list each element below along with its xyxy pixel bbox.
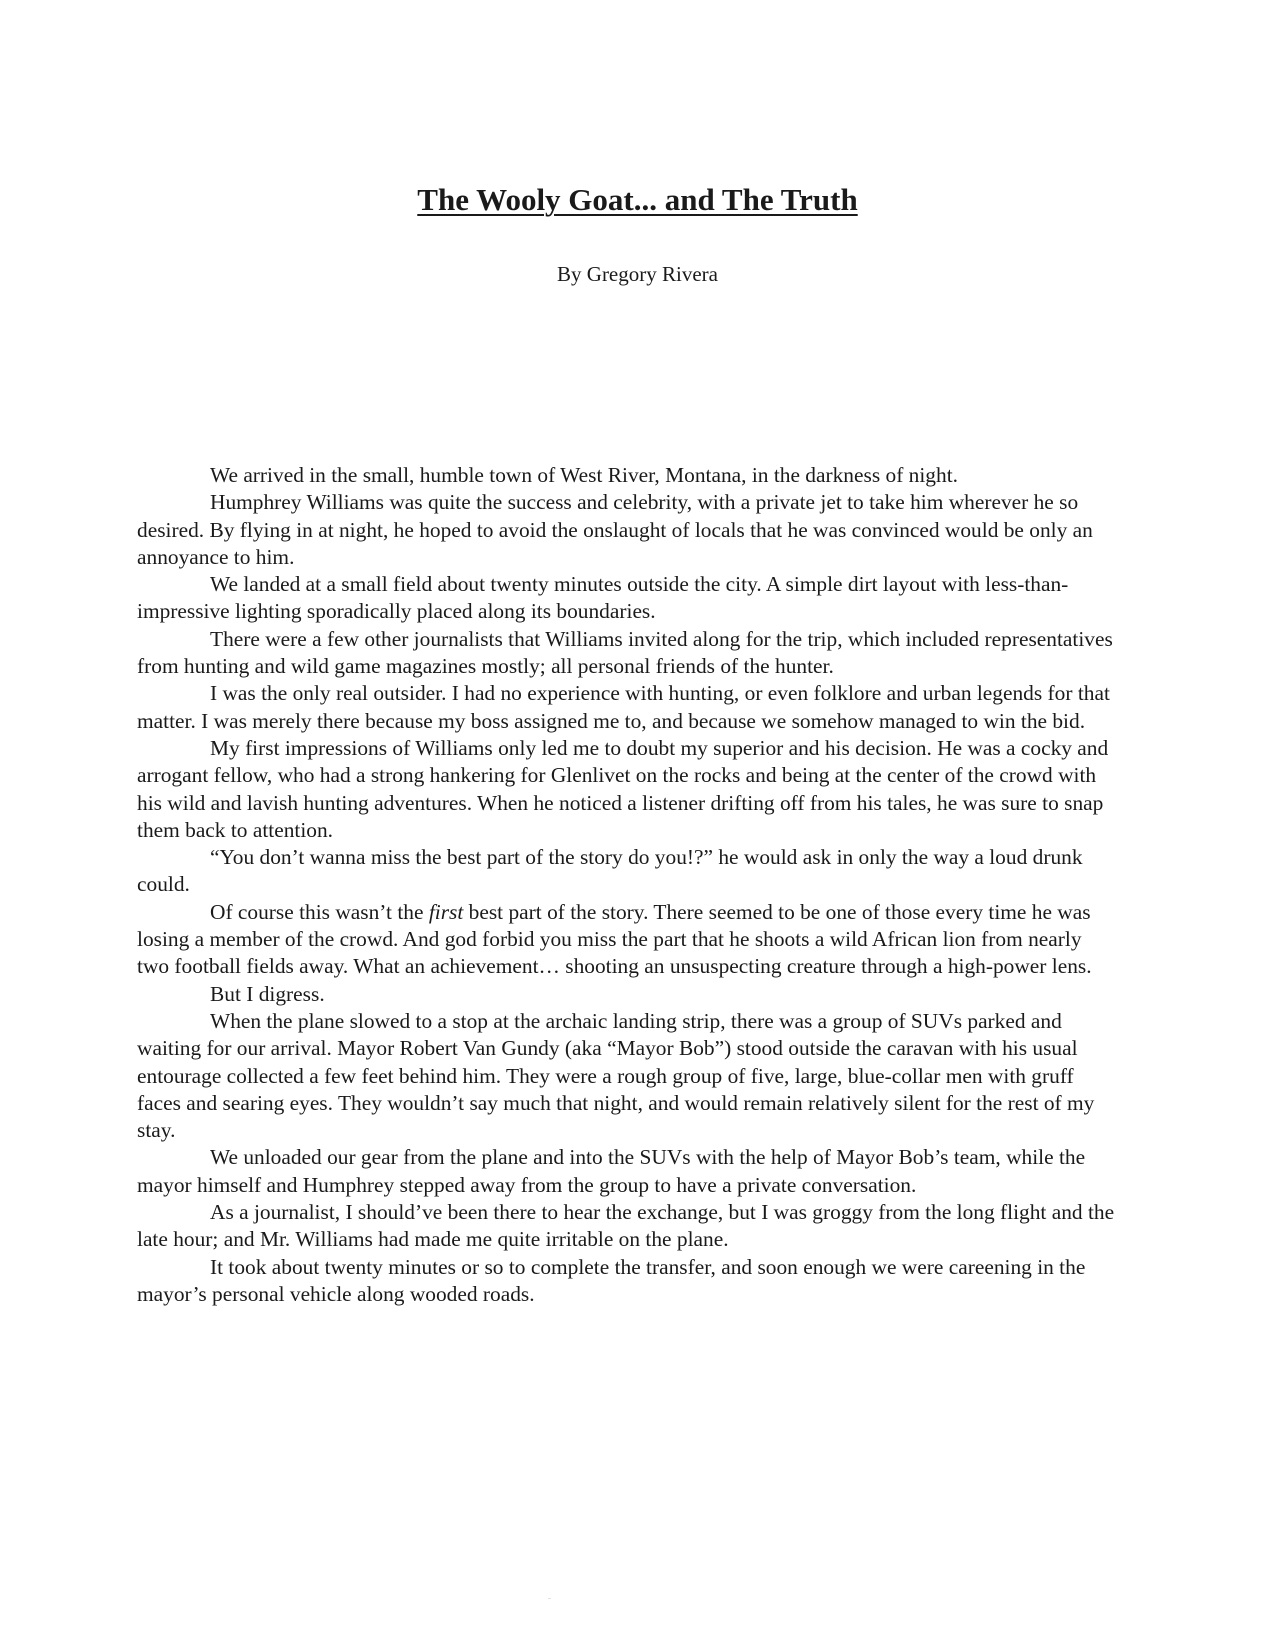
paragraph: It took about twenty minutes or so to complete the transfer, and soon enough we were careening in the mayor’s personal vehicle along wooded roads. (137, 1254, 1086, 1306)
paragraph: Humphrey Williams was quite the success and celebrity, with a private jet to take him wherever he so desired. By flying in at night, he hoped to avoid the onslaught of locals that he was convinced would be only an annoyance to him. (137, 490, 1093, 569)
emphasis-text: first (428, 899, 464, 924)
byline: By Gregory Rivera (557, 262, 718, 286)
paragraph: There were a few other journalists that Williams invited along for the trip, which included representatives from hunting and wild game magazines mostly; all personal friends of the hunter. (137, 626, 1113, 679)
paragraph-text-after: best part of the story. There seemed to be one of those every time he was losing a member of the crowd. And god forbid you miss the part that he shoots a wild African lion from nearly two football fields away. What an achievement… shooting an unsuspecting creature through a high-power lens. (137, 899, 1092, 979)
scan-speck (548, 1598, 551, 1599)
paragraph: We unloaded our gear from the plane and into the SUVs with the help of Mayor Bob’s team, while the mayor himself and Humphrey stepped away from the group to have a private conversation. (137, 1145, 1086, 1197)
paragraph: But I digress. (210, 981, 325, 1006)
story-body (137, 462, 1117, 1308)
paragraph: I was the only real outsider. I had no experience with hunting, or even folklore and urban legends for that matter. I was merely there because my boss assigned me to, and because we somehow managed to win the bid. (137, 681, 1110, 733)
paragraph: When the plane slowed to a stop at the archaic landing strip, there was a group of SUVs parked and waiting for our arrival. Mayor Robert Van Gundy (aka “Mayor Bob”) stood outside the caravan with his usual entourage collected a few feet behind him. They were a rough group of five, large, blue-collar men with gruff faces and searing eyes. They wouldn’t say much that night, and would remain relatively silent for the rest of my stay. (137, 1008, 1095, 1143)
page-title: The Wooly Goat... and The Truth (417, 182, 858, 217)
paragraph: As a journalist, I should’ve been there to hear the exchange, but I was groggy from the long flight and the late hour; and Mr. Williams had made me quite irritable on the plane. (137, 1200, 1115, 1252)
paragraph-text-before: Of course this wasn’t the (210, 899, 429, 924)
paragraph: “You don’t wanna miss the best part of the story do you!?” he would ask in only the way a loud drunk could. (137, 845, 1083, 897)
paragraph: We arrived in the small, humble town of West River, Montana, in the darkness of night. (210, 463, 958, 487)
paragraph: My first impressions of Williams only led me to doubt my superior and his decision. He was a cocky and arrogant fellow, who had a strong hankering for Glenlivet on the rocks and being at the center of the crowd with his wild and lavish hunting adventures. When he noticed a listener drifting off from his tales, he was sure to snap them back to attention. (137, 735, 1109, 842)
paragraph: We landed at a small field about twenty minutes outside the city. A simple dirt layout with less-than-impressive lighting sporadically placed along its boundaries. (137, 572, 1069, 624)
paragraph (137, 899, 1117, 981)
